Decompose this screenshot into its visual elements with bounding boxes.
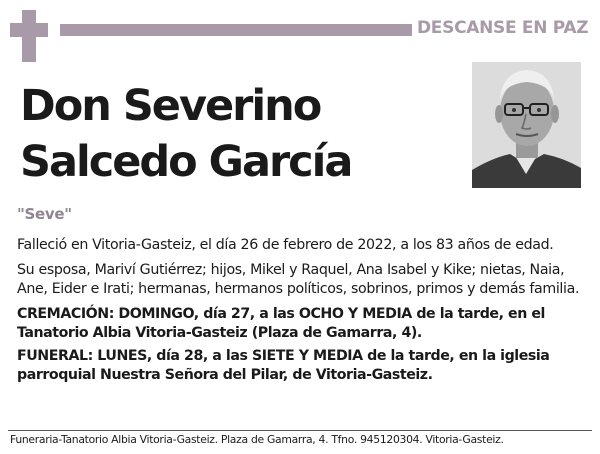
funeral-notice: FUNERAL: LUNES, día 28, a las SIETE Y MEDIA de la tarde, en la iglesia parroquial Nuestra Señora del Pilar, de Vitoria-Gasteiz. (17, 348, 550, 383)
header-rule (60, 24, 412, 36)
cremation-notice: CREMACIÓN: DOMINGO, día 27, a las OCHO Y MEDIA de la tarde, en el Tanatorio Albia Vitoria-Gasteiz (Plaza de Gamarra, 4). (17, 306, 545, 341)
funeral-home-footer: Funeraria-Tanatorio Albia Vitoria-Gasteiz. Plaza de Gamarra, 4. Tfno. 945120304. Vitoria-Gasteiz. (10, 433, 504, 446)
name-line-1: Don Severino (20, 81, 321, 131)
death-notice: Falleció en Vitoria-Gasteiz, el día 26 de febrero de 2022, a los 83 años de edad. (17, 237, 554, 253)
name-line-2: Salcedo García (20, 137, 352, 187)
portrait-illustration (472, 62, 581, 188)
rip-heading: DESCANSE EN PAZ (417, 18, 589, 38)
portrait-photo (472, 62, 581, 188)
family-list: Su esposa, Mariví Gutiérrez; hijos, Mikel y Raquel, Ana Isabel y Kike; nietas, Naia, Ane, Eider e Irati; hermanas, hermanos políticos, sobrinos, primos y demás familia. (17, 262, 580, 297)
nickname: "Seve" (17, 205, 72, 223)
obituary-body (17, 236, 587, 391)
deceased-name (20, 78, 460, 190)
footer-rule (8, 430, 592, 431)
